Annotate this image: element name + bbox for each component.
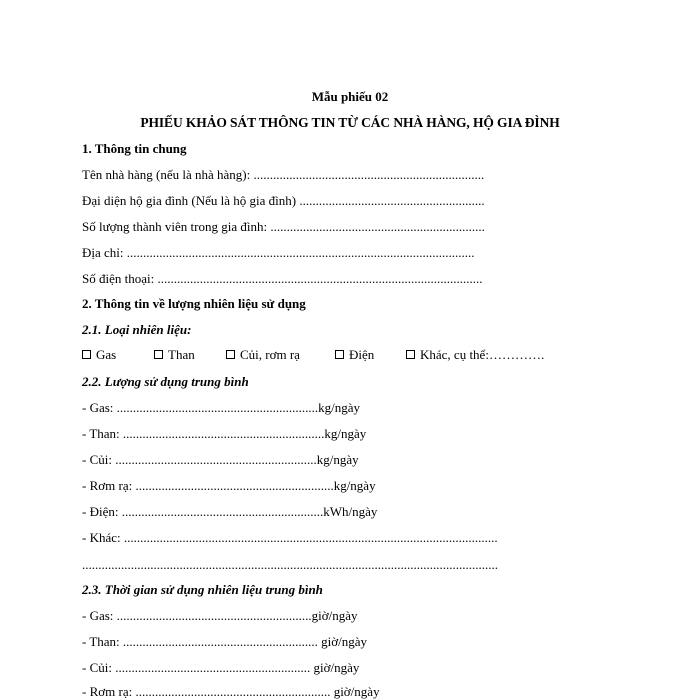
form-title: PHIẾU KHẢO SÁT THÔNG TIN TỪ CÁC NHÀ HÀNG, HỘ GIA ĐÌNH <box>140 115 560 130</box>
fuel-option-label: Khác, cụ thể:…………. <box>420 347 545 362</box>
checkbox-icon[interactable] <box>406 350 415 359</box>
average-time-heading: 2.3. Thời gian sử dụng nhiên liệu trung bình <box>82 582 323 597</box>
fuel-type-options <box>82 347 622 363</box>
time-row-gas: - Gas: ............................................................giờ/ngày <box>82 608 358 623</box>
usage-row-gas: - Gas: ..............................................................kg/ngày <box>82 400 361 415</box>
average-usage-heading: 2.2. Lượng sử dụng trung bình <box>82 374 249 389</box>
fuel-option-coal[interactable] <box>154 347 195 363</box>
usage-row-electricity: - Điện: ..............................................................kWh/ngày <box>82 504 378 519</box>
field-address: Địa chỉ: ........................................................................................................... <box>82 245 475 260</box>
field-phone: Số điện thoại: .................................................................................................... <box>82 271 483 286</box>
usage-row-straw: - Rơm rạ: .............................................................kg/ngày <box>82 478 376 493</box>
fuel-type-heading: 2.1. Loại nhiên liệu: <box>82 322 192 337</box>
usage-row-coal: - Than: ..............................................................kg/ngày <box>82 426 367 441</box>
section2-heading: 2. Thông tin về lượng nhiên liệu sử dụng <box>82 296 306 311</box>
checkbox-icon[interactable] <box>82 350 91 359</box>
usage-row-other-continued: ................................................................................................................................ <box>82 557 498 572</box>
checkbox-icon[interactable] <box>335 350 344 359</box>
fuel-option-label: Gas <box>96 347 117 362</box>
fuel-option-electricity[interactable] <box>335 347 374 363</box>
fuel-option-firewood[interactable] <box>226 347 300 363</box>
fuel-option-gas[interactable] <box>82 347 116 363</box>
checkbox-icon[interactable] <box>226 350 235 359</box>
field-household-representative: Đại diện hộ gia đình (Nếu là hộ gia đình) ......................................................... <box>82 193 485 208</box>
time-row-firewood: - Củi: ............................................................ giờ/ngày <box>82 660 360 675</box>
fuel-option-label: Củi, rơm rạ <box>240 347 300 362</box>
time-row-coal: - Than: ............................................................ giờ/ngày <box>82 634 368 649</box>
section1-heading: 1. Thông tin chung <box>82 141 187 156</box>
time-row-straw: - Rơm rạ: ............................................................ giờ/ngày <box>82 684 380 699</box>
form-code: Mẫu phiếu 02 <box>311 89 389 104</box>
usage-row-firewood: - Củi: ..............................................................kg/ngày <box>82 452 359 467</box>
fuel-option-other[interactable] <box>406 347 544 363</box>
field-restaurant-name: Tên nhà hàng (nếu là nhà hàng): ....................................................................... <box>82 167 485 182</box>
fuel-option-label: Than <box>168 347 195 362</box>
field-household-members: Số lượng thành viên trong gia đình: .................................................................. <box>82 219 485 234</box>
checkbox-icon[interactable] <box>154 350 163 359</box>
usage-row-other: - Khác: ................................................................................................................... <box>82 530 498 545</box>
fuel-option-label: Điện <box>349 347 375 362</box>
